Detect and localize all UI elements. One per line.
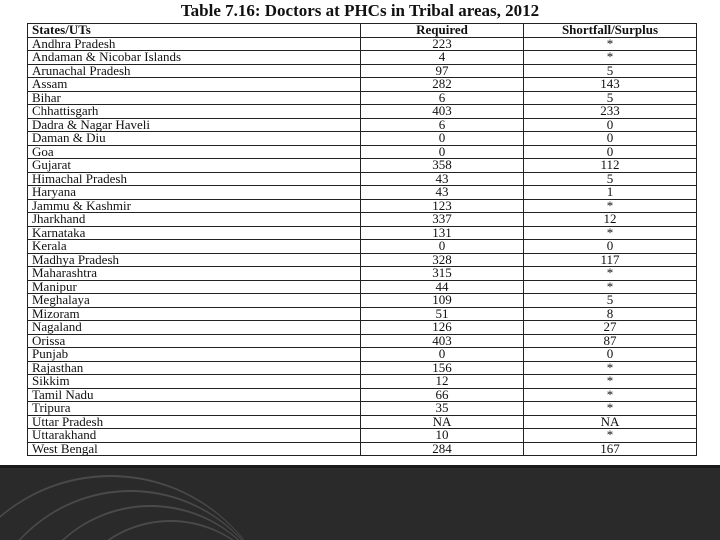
cell-state: Sikkim [28,375,361,389]
cell-shortfall: 87 [524,334,697,348]
cell-shortfall: 167 [524,442,697,456]
table-row [28,388,697,402]
table-header-row [28,24,697,38]
cell-state: Arunachal Pradesh [28,64,361,78]
column-header-required: Required [361,24,524,38]
cell-shortfall: * [524,37,697,51]
table-row [28,307,697,321]
table-row [28,226,697,240]
cell-shortfall: * [524,402,697,416]
table-row [28,361,697,375]
table-row [28,145,697,159]
cell-required: 51 [361,307,524,321]
table-title: Table 7.16: Doctors at PHCs in Tribal areas, 2012 [180,1,540,20]
cell-required: 43 [361,186,524,200]
column-header-shortfall: Shortfall/Surplus [524,24,697,38]
cell-state: Tamil Nadu [28,388,361,402]
table-row [28,91,697,105]
cell-state: Dadra & Nagar Haveli [28,118,361,132]
cell-shortfall: 117 [524,253,697,267]
cell-state: Bihar [28,91,361,105]
cell-shortfall: 0 [524,132,697,146]
cell-shortfall: 1 [524,186,697,200]
table-row [28,267,697,281]
cell-shortfall: * [524,429,697,443]
cell-state: Goa [28,145,361,159]
table-row [28,64,697,78]
cell-shortfall: 5 [524,91,697,105]
footer-edge [0,465,720,468]
table-row [28,51,697,65]
cell-required: 6 [361,91,524,105]
cell-state: Uttar Pradesh [28,415,361,429]
cell-required: 0 [361,240,524,254]
table-row [28,334,697,348]
cell-state: Punjab [28,348,361,362]
cell-state: Mizoram [28,307,361,321]
cell-required: 284 [361,442,524,456]
cell-required: 403 [361,334,524,348]
cell-state: Nagaland [28,321,361,335]
cell-state: Assam [28,78,361,92]
cell-state: Jammu & Kashmir [28,199,361,213]
cell-shortfall: 5 [524,294,697,308]
cell-state: Madhya Pradesh [28,253,361,267]
cell-required: 97 [361,64,524,78]
cell-state: Andhra Pradesh [28,37,361,51]
cell-shortfall: 12 [524,213,697,227]
cell-required: 6 [361,118,524,132]
table-row [28,429,697,443]
table-row [28,78,697,92]
cell-shortfall: 233 [524,105,697,119]
cell-state: Rajasthan [28,361,361,375]
table-row [28,348,697,362]
cell-required: 0 [361,132,524,146]
table-row [28,37,697,51]
cell-shortfall: * [524,51,697,65]
cell-shortfall: * [524,361,697,375]
cell-state: Kerala [28,240,361,254]
cell-state: Maharashtra [28,267,361,281]
table-row [28,375,697,389]
cell-required: 123 [361,199,524,213]
cell-shortfall: 5 [524,172,697,186]
cell-state: Manipur [28,280,361,294]
cell-state: Tripura [28,402,361,416]
table-row [28,280,697,294]
table-row [28,172,697,186]
slide-footer-band [0,465,720,540]
cell-required: 328 [361,253,524,267]
table-row [28,186,697,200]
cell-required: 337 [361,213,524,227]
cell-state: Karnataka [28,226,361,240]
cell-shortfall: 5 [524,64,697,78]
table-row [28,402,697,416]
cell-required: 44 [361,280,524,294]
cell-shortfall: * [524,375,697,389]
cell-required: 358 [361,159,524,173]
doctors-table [27,23,697,456]
cell-shortfall: 0 [524,348,697,362]
cell-required: 43 [361,172,524,186]
table-row [28,105,697,119]
cell-required: 35 [361,402,524,416]
cell-shortfall: NA [524,415,697,429]
cell-required: 403 [361,105,524,119]
table-row [28,442,697,456]
cell-required: 10 [361,429,524,443]
cell-required: 126 [361,321,524,335]
cell-required: 315 [361,267,524,281]
cell-required: 156 [361,361,524,375]
cell-required: 0 [361,145,524,159]
cell-state: Daman & Diu [28,132,361,146]
cell-shortfall: 0 [524,118,697,132]
cell-shortfall: * [524,388,697,402]
cell-required: NA [361,415,524,429]
cell-shortfall: 112 [524,159,697,173]
table-body [28,37,697,456]
cell-shortfall: 143 [524,78,697,92]
cell-shortfall: * [524,267,697,281]
table-row [28,159,697,173]
cell-required: 0 [361,348,524,362]
cell-shortfall: 0 [524,240,697,254]
cell-shortfall: 0 [524,145,697,159]
cell-required: 12 [361,375,524,389]
table-row [28,199,697,213]
table-row [28,253,697,267]
cell-shortfall: 8 [524,307,697,321]
cell-required: 66 [361,388,524,402]
cell-shortfall: * [524,199,697,213]
cell-state: Haryana [28,186,361,200]
cell-state: Jharkhand [28,213,361,227]
cell-state: Meghalaya [28,294,361,308]
table-row [28,294,697,308]
cell-state: Himachal Pradesh [28,172,361,186]
cell-state: West Bengal [28,442,361,456]
cell-shortfall: 27 [524,321,697,335]
cell-required: 131 [361,226,524,240]
cell-shortfall: * [524,280,697,294]
cell-state: Chhattisgarh [28,105,361,119]
table-row [28,213,697,227]
cell-state: Gujarat [28,159,361,173]
cell-required: 282 [361,78,524,92]
table-row [28,118,697,132]
cell-required: 109 [361,294,524,308]
cell-required: 223 [361,37,524,51]
cell-state: Andaman & Nicobar Islands [28,51,361,65]
cell-required: 4 [361,51,524,65]
column-header-state: States/UTs [28,24,361,38]
cell-shortfall: * [524,226,697,240]
table-row [28,132,697,146]
cell-state: Orissa [28,334,361,348]
table-row [28,240,697,254]
cell-state: Uttarakhand [28,429,361,443]
table-row [28,321,697,335]
table-row [28,415,697,429]
